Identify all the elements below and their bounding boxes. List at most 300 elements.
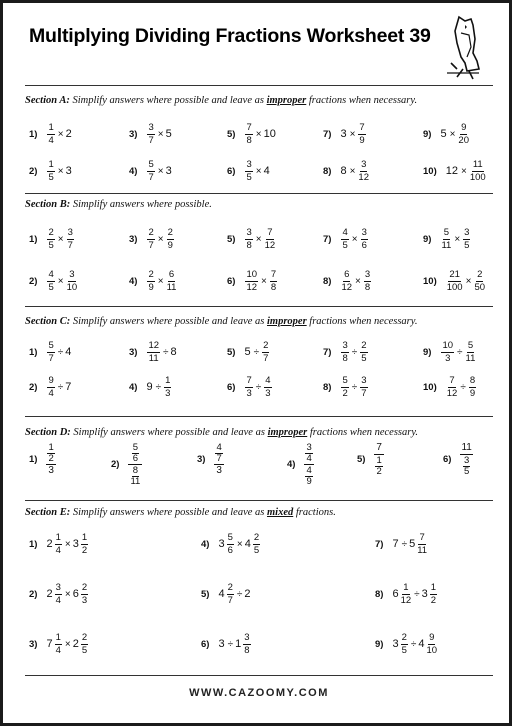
question-number: 3) (129, 128, 138, 140)
denominator: 8 (342, 352, 348, 364)
question-b (29, 228, 75, 250)
question-e (29, 533, 89, 555)
numerator: 1 (165, 375, 171, 386)
whole-number: 4 (244, 538, 251, 550)
question-number: 5) (227, 233, 236, 245)
fraction (466, 341, 476, 363)
question-number: 6) (227, 381, 236, 393)
fraction (447, 376, 458, 398)
denominator: 3 (81, 594, 88, 606)
expression (218, 583, 251, 605)
operator: ÷ (351, 381, 358, 393)
numerator: 2 (81, 632, 88, 643)
fraction (253, 533, 260, 555)
fraction (47, 160, 54, 182)
operator: × (157, 275, 164, 287)
denominator: 3 (165, 387, 171, 399)
whole-number: 2 (65, 128, 72, 140)
denominator: 7 (148, 134, 154, 146)
numerator: 1 (48, 122, 54, 133)
operator: × (255, 128, 262, 140)
fraction (147, 160, 154, 182)
denominator: 11 (148, 352, 159, 364)
mixed-number (245, 533, 261, 555)
question-number: 3) (129, 233, 138, 245)
question-a (227, 123, 277, 145)
whole-number: 4 (65, 346, 72, 358)
expression (46, 228, 74, 250)
denominator: 2 (81, 544, 88, 556)
expression (340, 228, 368, 250)
compound-fraction (374, 443, 383, 476)
whole-number: 6 (72, 588, 79, 600)
denominator: 9 (306, 475, 312, 487)
question-number: 2) (111, 459, 120, 470)
fraction (245, 123, 252, 145)
whole-number: 5 (165, 128, 172, 140)
question-c (423, 341, 476, 363)
expression (244, 228, 276, 250)
numerator: 5 (48, 340, 54, 351)
expression (46, 123, 72, 145)
denominator: 11 (465, 352, 476, 364)
denominator: 12 (341, 281, 353, 293)
operator: × (57, 165, 64, 177)
question-e (375, 583, 438, 605)
operator: ÷ (255, 381, 262, 393)
fraction (262, 341, 269, 363)
question-number: 7) (323, 233, 332, 245)
question-a (129, 160, 173, 182)
operator: ÷ (155, 381, 162, 393)
fraction (55, 533, 62, 555)
question-c (29, 376, 72, 398)
fraction (167, 270, 177, 292)
mixed-number (235, 633, 251, 655)
operator: × (57, 233, 64, 245)
fraction (470, 160, 486, 182)
denominator: 5 (48, 171, 54, 183)
question-e (375, 633, 438, 655)
operator: × (449, 128, 456, 140)
question-e (201, 533, 261, 555)
question-b (323, 228, 369, 250)
fraction (375, 456, 382, 476)
operator: ÷ (351, 346, 358, 358)
fraction (401, 583, 412, 605)
expression (46, 160, 72, 182)
operator: × (157, 233, 164, 245)
fraction (55, 583, 62, 605)
numerator: 3 (55, 582, 61, 593)
numerator: 4 (265, 375, 271, 386)
fraction (227, 583, 234, 605)
fraction (463, 456, 470, 476)
operator: ÷ (414, 588, 420, 600)
numerator: 2 (263, 340, 269, 351)
numerator: 1 (55, 532, 61, 543)
operator: × (465, 275, 472, 287)
question-number: 2) (29, 381, 38, 393)
compound-fraction (304, 443, 313, 486)
numerator: 7 (246, 375, 252, 386)
operator: × (57, 128, 64, 140)
expression (340, 160, 370, 182)
question-d (111, 443, 142, 486)
whole-number: 1 (235, 638, 242, 650)
denominator: 7 (148, 239, 154, 251)
fraction (47, 228, 54, 250)
question-number: 2) (29, 275, 38, 287)
fraction (47, 376, 54, 398)
question-number: 8) (375, 588, 384, 600)
operator: × (236, 538, 243, 550)
denominator: 50 (474, 281, 486, 293)
question-number: 4) (129, 381, 138, 393)
question-number: 1) (29, 346, 38, 358)
numerator: 9 (429, 632, 435, 643)
question-number: 5) (227, 128, 236, 140)
denominator: 5 (246, 171, 252, 183)
numerator: 3 (464, 227, 470, 238)
numerator: 5 (227, 532, 233, 543)
question-number: 10) (423, 165, 437, 177)
denominator: 3 (216, 465, 222, 476)
fraction (67, 270, 78, 292)
numerator: 7 (376, 442, 382, 453)
numerator: 12 (148, 340, 160, 351)
denominator: 12 (358, 171, 369, 183)
denominator: 8 (364, 281, 371, 293)
expression (244, 376, 272, 398)
numerator: 3 (246, 227, 252, 238)
fraction (417, 533, 427, 555)
numerator: 2 (48, 227, 54, 238)
denominator: 11 (417, 544, 428, 556)
question-number: 3) (29, 638, 38, 650)
numerator: 2 (81, 582, 88, 593)
numerator: 9 (461, 122, 467, 133)
whole-number: 2 (46, 588, 53, 600)
denominator: 6 (361, 239, 367, 251)
denominator: 10 (66, 281, 78, 293)
operator: × (261, 275, 267, 287)
question-c (227, 341, 270, 363)
compound-fraction (214, 443, 223, 476)
mixed-number (46, 633, 62, 655)
operator: × (349, 165, 356, 177)
operator: ÷ (460, 381, 466, 393)
footer-website: WWW.CAZOOMY.COM (189, 687, 329, 699)
whole-number: 7 (46, 638, 53, 650)
operator: × (157, 165, 164, 177)
denominator: 6 (227, 544, 233, 556)
fraction (305, 443, 312, 463)
expression (146, 341, 177, 363)
operator: × (157, 128, 164, 140)
fraction (360, 341, 367, 363)
numerator: 1 (55, 632, 61, 643)
denominator: 100 (446, 281, 463, 293)
mixed-number (73, 533, 89, 555)
denominator: 4 (55, 594, 61, 606)
denominator: 11 (166, 281, 177, 293)
question-number: 5) (227, 346, 236, 358)
divider (25, 675, 493, 676)
expression (440, 228, 471, 250)
fraction (264, 376, 271, 398)
question-number: 6) (227, 275, 236, 287)
fraction (341, 228, 348, 250)
denominator: 5 (48, 281, 54, 293)
numerator: 3 (67, 227, 73, 238)
denominator: 9 (148, 281, 154, 293)
question-d (197, 443, 224, 476)
operator: × (255, 165, 262, 177)
whole-number: 7 (65, 381, 72, 393)
expression (440, 123, 470, 145)
fraction (47, 123, 54, 145)
expression (340, 270, 372, 292)
expression (446, 160, 487, 182)
question-d (357, 443, 384, 476)
numerator: 7 (267, 227, 273, 238)
question-number: 1) (29, 128, 38, 140)
question-number: 6) (227, 165, 236, 177)
question-a (29, 160, 73, 182)
expression (146, 376, 172, 398)
whole-number: 3 (72, 538, 79, 550)
fraction (164, 376, 171, 398)
denominator: 4 (55, 644, 61, 656)
numerator: 1 (376, 455, 382, 466)
divider (25, 306, 493, 307)
numerator: 10 (246, 269, 258, 280)
numerator: 7 (419, 532, 425, 543)
question-e (29, 583, 89, 605)
question-number: 9) (375, 638, 384, 650)
whole-number: 2 (244, 588, 251, 600)
question-d (287, 443, 314, 486)
fraction (81, 533, 88, 555)
denominator: 4 (55, 544, 61, 556)
numerator: 3 (361, 375, 367, 386)
mixed-number (392, 633, 408, 655)
numerator: 1 (48, 159, 54, 170)
denominator: 3 (48, 465, 54, 476)
numerator: 5 (467, 340, 474, 351)
whole-number: 5 (440, 128, 447, 140)
expression (46, 270, 78, 292)
denominator: 5 (401, 644, 407, 656)
operator: × (64, 538, 71, 550)
question-number: 4) (129, 275, 138, 287)
whole-number: 3 (340, 128, 347, 140)
expression (218, 533, 261, 555)
question-d (443, 443, 473, 476)
fraction (67, 228, 74, 250)
operator: × (355, 275, 361, 287)
denominator: 9 (469, 387, 476, 399)
question-e (201, 633, 252, 655)
numerator: 3 (69, 269, 75, 280)
numerator: 8 (469, 375, 476, 386)
question-number: 4) (287, 459, 296, 470)
question-a (227, 160, 271, 182)
fraction (47, 443, 54, 463)
denominator: 3 (246, 387, 252, 399)
compound-fraction (46, 443, 55, 476)
denominator: 8 (270, 281, 277, 293)
mixed-number (73, 583, 89, 605)
mixed-number (422, 583, 438, 605)
denominator: 12 (400, 594, 412, 606)
question-d (29, 443, 56, 476)
question-number: 3) (129, 346, 138, 358)
numerator: 2 (167, 227, 173, 238)
denominator: 7 (263, 352, 269, 364)
whole-number: 4 (218, 588, 225, 600)
question-b (227, 270, 278, 292)
expression (46, 341, 72, 363)
expression (46, 376, 72, 398)
operator: ÷ (457, 346, 463, 358)
fraction (215, 443, 222, 463)
operator: ÷ (57, 381, 64, 393)
fraction (265, 228, 276, 250)
numerator: 9 (48, 375, 54, 386)
expression (146, 160, 172, 182)
denominator: 12 (264, 239, 276, 251)
denominator: 20 (458, 134, 469, 146)
fraction (427, 633, 438, 655)
fraction (341, 341, 348, 363)
fraction (469, 376, 476, 398)
whole-number: 6 (392, 588, 399, 600)
operator: × (349, 128, 356, 140)
question-c (129, 341, 178, 363)
fraction (227, 533, 234, 555)
fraction (441, 341, 454, 363)
denominator: 6 (132, 452, 139, 464)
expression (340, 123, 366, 145)
question-a (323, 123, 367, 145)
mixed-number (418, 633, 438, 655)
question-number: 8) (323, 275, 332, 287)
question-number: 6) (201, 638, 210, 650)
mixed-number (73, 633, 89, 655)
question-number: 4) (129, 165, 138, 177)
expression (146, 123, 172, 145)
fraction (360, 376, 367, 398)
numerator: 2 (227, 582, 233, 593)
whole-number: 3 (392, 638, 399, 650)
question-a (423, 160, 487, 182)
question-number: 3) (197, 454, 206, 465)
whole-number: 9 (146, 381, 153, 393)
numerator: 3 (364, 269, 371, 280)
whole-number: 5 (409, 538, 416, 550)
owl-logo-icon (443, 13, 483, 81)
denominator: 7 (216, 452, 222, 464)
expression (146, 228, 174, 250)
denominator: 5 (464, 239, 470, 251)
section-d-header: Section D: Simplify answers where possible and leave as improper fractions when necessary. (25, 427, 419, 438)
question-c (129, 376, 172, 398)
fraction (341, 376, 348, 398)
mixed-number (46, 583, 62, 605)
denominator: 7 (227, 594, 233, 606)
denominator: 11 (130, 475, 141, 487)
denominator: 5 (464, 465, 470, 477)
fraction (401, 633, 408, 655)
denominator: 4 (48, 134, 54, 146)
question-number: 9) (423, 233, 432, 245)
denominator: 12 (246, 281, 258, 293)
numerator: 3 (246, 159, 252, 170)
numerator: 3 (244, 632, 250, 643)
fraction (147, 123, 154, 145)
numerator: 1 (81, 532, 88, 543)
fraction (81, 583, 88, 605)
fraction (147, 341, 160, 363)
section-c-header: Section C: Simplify answers where possible and leave as improper fractions when necessary. (25, 316, 418, 327)
section-a-header: Section A: Simplify answers where possible and leave as improper fractions when necessary. (25, 95, 418, 106)
fraction (132, 443, 139, 463)
whole-number: 2 (72, 638, 79, 650)
operator: ÷ (236, 588, 243, 600)
denominator: 5 (81, 644, 88, 656)
fraction (447, 270, 463, 292)
question-b (129, 270, 177, 292)
numerator: 11 (472, 159, 483, 170)
denominator: 8 (246, 134, 252, 146)
operator: × (460, 165, 467, 177)
denominator: 11 (441, 239, 452, 251)
mixed-number (46, 533, 62, 555)
fraction (341, 270, 352, 292)
expression (46, 533, 89, 555)
expression (244, 123, 276, 145)
question-number: 5) (201, 588, 210, 600)
question-number: 4) (201, 538, 210, 550)
denominator: 7 (48, 352, 54, 364)
mixed-number (409, 533, 428, 555)
numerator: 5 (443, 227, 450, 238)
denominator: 100 (469, 171, 486, 183)
question-c (323, 376, 369, 398)
numerator: 8 (132, 465, 139, 476)
question-number: 8) (323, 381, 332, 393)
question-number: 9) (423, 346, 432, 358)
question-number: 5) (357, 454, 366, 465)
numerator: 3 (148, 122, 154, 133)
numerator: 21 (449, 269, 460, 280)
question-number: 8) (323, 165, 332, 177)
numerator: 10 (442, 340, 454, 351)
whole-number: 7 (392, 538, 399, 550)
numerator: 2 (401, 632, 407, 643)
fraction (245, 376, 252, 398)
fraction (47, 270, 54, 292)
whole-number: 12 (445, 165, 458, 177)
fraction (167, 228, 174, 250)
fraction (361, 228, 368, 250)
whole-number: 8 (170, 346, 177, 358)
question-b (423, 228, 471, 250)
whole-number: 3 (65, 165, 72, 177)
fraction (270, 270, 277, 292)
